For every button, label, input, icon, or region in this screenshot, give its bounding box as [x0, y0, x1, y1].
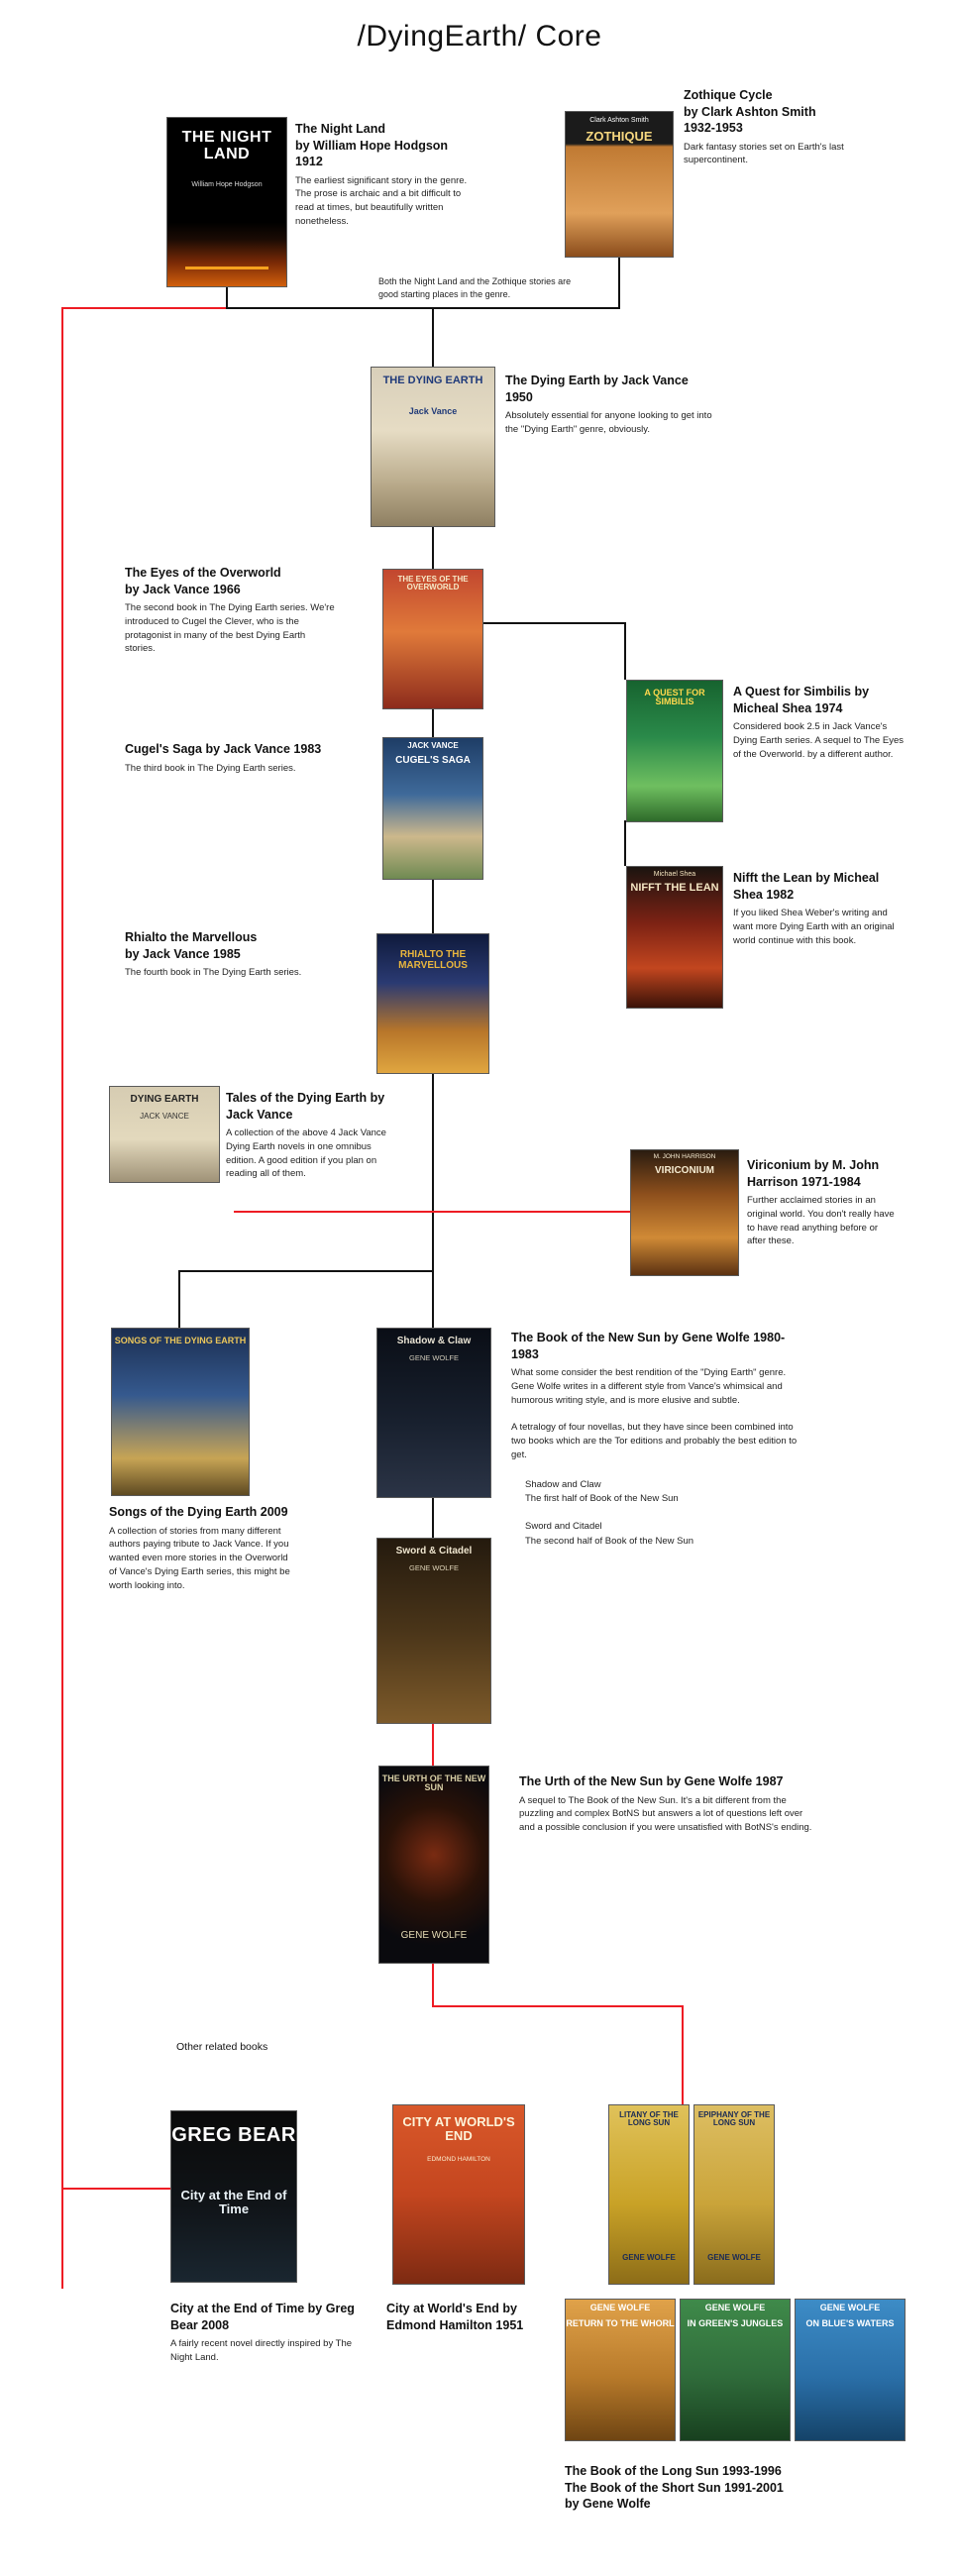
cover-viriconium-author: M. JOHN HARRISON	[653, 1153, 716, 1160]
cover-return-title: RETURN TO THE WHORL	[566, 2318, 675, 2328]
long-short-sun-author: by Gene Wolfe	[565, 2497, 651, 2511]
cover-city-worlds-end[interactable]	[392, 2104, 525, 2285]
cover-epiphany-title: EPIPHANY OF THE LONG SUN	[697, 2110, 771, 2128]
cugel-title: Cugel's Saga by Jack Vance 1983	[125, 742, 322, 756]
cover-shadow-title: Shadow & Claw	[396, 1336, 472, 1346]
cover-rhialto[interactable]	[376, 933, 489, 1074]
cover-city-worlds-end-title: CITY AT WORLD'S END	[402, 2114, 515, 2143]
cover-zothique-author: Clark Ashton Smith	[589, 117, 649, 124]
dying-earth-desc: Absolutely essential for anyone looking to get into the "Dying Earth" genre, obviously.	[505, 410, 712, 435]
cover-in-greens-jungles[interactable]	[680, 2299, 791, 2441]
city-end-time-title: City at the End of Time by Greg Bear 2008	[170, 2302, 355, 2332]
cover-sword-title: Sword & Citadel	[395, 1546, 473, 1556]
other-related-books-label: Other related books	[176, 2041, 268, 2053]
connector-newsun-down	[432, 1270, 434, 1328]
zothique-title: Zothique Cycle	[684, 88, 773, 102]
rhialto-byline: by Jack Vance 1985	[125, 946, 241, 961]
city-worlds-end-title: City at World's End by Edmond Hamilton 1951	[386, 2302, 524, 2332]
connector-red-newsun-to-urth	[432, 1722, 434, 1766]
connector-red-to-longsun	[682, 2005, 684, 2114]
cover-litany-author: GENE WOLFE	[622, 2253, 676, 2262]
cover-quest-simbilis[interactable]	[626, 680, 723, 822]
cover-jungles-title: IN GREEN'S JUNGLES	[687, 2318, 784, 2328]
rhialto-desc: The fourth book in The Dying Earth series.	[125, 967, 302, 978]
long-sun-title: The Book of the Long Sun 1993-1996	[565, 2464, 782, 2478]
rhialto-title: Rhialto the Marvellous	[125, 930, 258, 944]
newsun-title: The Book of the New Sun by Gene Wolfe 1980-1983	[511, 1331, 786, 1361]
cover-litany-long-sun[interactable]	[608, 2104, 690, 2285]
cover-on-blues-waters[interactable]	[795, 2299, 906, 2441]
cover-urth-author: GENE WOLFE	[400, 1930, 468, 1941]
newsun-desc2: A tetralogy of four novellas, but they have since been combined into two books which are the Tor editions and probably the best edition to get.	[511, 1422, 798, 1460]
cover-cugel-title: CUGEL'S SAGA	[395, 755, 471, 766]
connector-zothique-down	[618, 256, 620, 309]
zothique-byline: by Clark Ashton Smith 1932-1953	[684, 104, 816, 135]
newsun-desc: What some consider the best rendition of the "Dying Earth" genre. Gene Wolfe writes in a different style from Vance's whimsical and humorous writing style, and is more elusive and subtle.	[511, 1367, 787, 1406]
cover-night-land[interactable]	[166, 117, 287, 287]
cover-blues-author: GENE WOLFE	[819, 2303, 881, 2312]
cover-dying-earth-author: Jack Vance	[408, 406, 458, 416]
viriconium-desc: Further acclaimed stories in an original world. You don't really have to have read anything before or after these.	[747, 1195, 895, 1247]
cover-eyes-title: THE EYES OF THE OVERWORLD	[397, 575, 469, 592]
cover-nifft-title: NIFFT THE LEAN	[630, 882, 719, 894]
viriconium-title: Viriconium by M. John Harrison 1971-1984	[747, 1158, 880, 1189]
cover-urth-new-sun[interactable]	[378, 1766, 489, 1964]
connector-newsun-mid	[432, 1496, 434, 1538]
connector-dyingearth-to-eyes	[432, 525, 434, 569]
connector-newsun-hbar	[178, 1270, 434, 1272]
night-land-title: The Night Land	[295, 122, 385, 136]
cover-city-worlds-end-author: EDMOND HAMILTON	[427, 2156, 490, 2163]
newsun-sub2-desc: The second half of Book of the New Sun	[525, 1535, 694, 1547]
nifft-title: Nifft the Lean by Micheal Shea 1982	[733, 871, 880, 902]
short-sun-title: The Book of the Short Sun 1991-2001	[565, 2480, 784, 2495]
cover-night-land-author: William Hope Hodgson	[191, 181, 263, 188]
simbilis-desc: Considered book 2.5 in Jack Vance's Dying Earth series. A sequel to The Eyes of the Overworld. by a different author.	[733, 721, 904, 760]
cover-urth-title: THE URTH OF THE NEW SUN	[381, 1773, 486, 1793]
tales-desc: A collection of the above 4 Jack Vance Dying Earth novels in one omnibus edition. A good edition if you plan on reading all of them.	[226, 1127, 386, 1180]
eyes-title: The Eyes of the Overworld	[125, 566, 281, 580]
connector-junction-to-dyingearth	[432, 307, 434, 367]
connector-rhialto-down	[432, 1072, 434, 1270]
city-end-time-desc: A fairly recent novel directly inspired by The Night Land.	[170, 2338, 353, 2363]
cover-rhialto-title: RHIALTO THE MARVELLOUS	[398, 949, 468, 971]
cover-greg-bear-author: GREG BEAR	[171, 2124, 296, 2146]
night-land-byline: by William Hope Hodgson 1912	[295, 138, 449, 168]
cover-nifft-author: Michael Shea	[653, 871, 696, 878]
cover-night-land-title: THE NIGHT LAND	[181, 129, 272, 162]
zothique-desc: Dark fantasy stories set on Earth's last supercontinent.	[684, 141, 844, 166]
cover-dying-earth[interactable]	[371, 367, 495, 527]
cover-tales-title: DYING EARTH	[130, 1094, 199, 1105]
connector-red-spine-bottom	[61, 2188, 170, 2190]
connector-songs-down	[178, 1270, 180, 1328]
simbilis-title: A Quest for Simbilis by Micheal Shea 1974	[733, 685, 870, 715]
cover-blues-title: ON BLUE'S WATERS	[805, 2318, 895, 2328]
connector-top-horizontal	[226, 307, 620, 309]
cover-cugels-saga[interactable]	[382, 737, 483, 880]
newsun-sub2: Sword and Citadel	[525, 1521, 602, 1533]
cover-city-end-time-title: City at the End of Time	[180, 2188, 287, 2216]
dying-earth-title: The Dying Earth by Jack Vance 1950	[505, 374, 689, 404]
cover-sword-author: GENE WOLFE	[408, 1563, 459, 1572]
connector-red-spine-vertical	[61, 307, 63, 2289]
cover-nifft-lean[interactable]	[626, 866, 723, 1009]
cover-zothique[interactable]	[565, 111, 674, 258]
urth-desc: A sequel to The Book of the New Sun. It's a bit different from the puzzling and complex BotNS but answers a lot of questions left over and a possible conclusion if you were unsatisfied with BotNS's ending.	[519, 1794, 812, 1834]
connector-nightland-down	[226, 285, 228, 309]
cover-shadow-author: GENE WOLFE	[408, 1353, 459, 1362]
newsun-sub1: Shadow and Claw	[525, 1478, 601, 1490]
cover-city-end-time[interactable]	[170, 2110, 297, 2283]
cover-return-author: GENE WOLFE	[589, 2303, 651, 2312]
page-title: /DyingEarth/ Core	[357, 20, 602, 53]
eyes-desc: The second book in The Dying Earth series. We're introduced to Cugel the Clever, who is the protagonist in many of the best Dying Earth stories.	[125, 602, 335, 655]
connector-red-spine-top	[61, 307, 226, 309]
cover-cugel-author: JACK VANCE	[407, 741, 459, 750]
connector-simbilis-down	[624, 622, 626, 680]
cover-tales-dying-earth[interactable]	[109, 1086, 220, 1183]
cover-epiphany-long-sun[interactable]	[693, 2104, 775, 2285]
connector-red-urth-down	[432, 1962, 434, 2007]
cover-jungles-author: GENE WOLFE	[704, 2303, 766, 2312]
eyes-byline: by Jack Vance 1966	[125, 582, 241, 596]
cover-sword-and-citadel[interactable]	[376, 1538, 491, 1724]
connector-simbilis-to-nifft	[624, 820, 626, 866]
urth-title: The Urth of the New Sun by Gene Wolfe 1987	[519, 1774, 784, 1788]
cover-songs-title: SONGS OF THE DYING EARTH	[114, 1336, 247, 1345]
cover-litany-title: LITANY OF THE LONG SUN	[619, 2110, 679, 2128]
newsun-sub1-desc: The first half of Book of the New Sun	[525, 1493, 679, 1505]
cover-songs-dying-earth[interactable]	[111, 1328, 250, 1496]
cover-tales-author: JACK VANCE	[140, 1112, 189, 1121]
cover-simbilis-title: A QUEST FOR SIMBILIS	[644, 688, 705, 707]
songs-desc: A collection of stories from many different authors paying tribute to Jack Vance. If you wanted even more stories in the Overworld of Vance's Dying Earth series, this might be worth looking into.	[109, 1525, 290, 1591]
cover-return-to-whorl[interactable]	[565, 2299, 676, 2441]
nifft-desc: If you liked Shea Weber's writing and want more Dying Earth with an original world continue with this book.	[733, 908, 895, 946]
cover-viriconium-title: VIRICONIUM	[655, 1165, 714, 1176]
cugel-desc: The third book in The Dying Earth series.	[125, 762, 296, 774]
start-note: Both the Night Land and the Zothique stories are good starting places in the genre.	[378, 276, 572, 300]
connector-red-bottom-bus	[432, 2005, 684, 2007]
cover-epiphany-author: GENE WOLFE	[707, 2253, 761, 2262]
night-land-desc: The earliest significant story in the genre. The prose is archaic and a bit difficult to read at times, but beautifully written nonetheless.	[295, 174, 468, 227]
cover-shadow-and-claw[interactable]	[376, 1328, 491, 1498]
connector-red-viriconium	[234, 1211, 630, 1213]
cover-zothique-title: ZOTHIQUE	[586, 129, 653, 144]
cover-eyes-overworld[interactable]	[382, 569, 483, 709]
tales-title: Tales of the Dying Earth by Jack Vance	[226, 1091, 385, 1122]
songs-title: Songs of the Dying Earth 2009	[109, 1505, 288, 1519]
cover-dying-earth-title: THE DYING EARTH	[382, 375, 483, 386]
cover-viriconium[interactable]	[630, 1149, 739, 1276]
